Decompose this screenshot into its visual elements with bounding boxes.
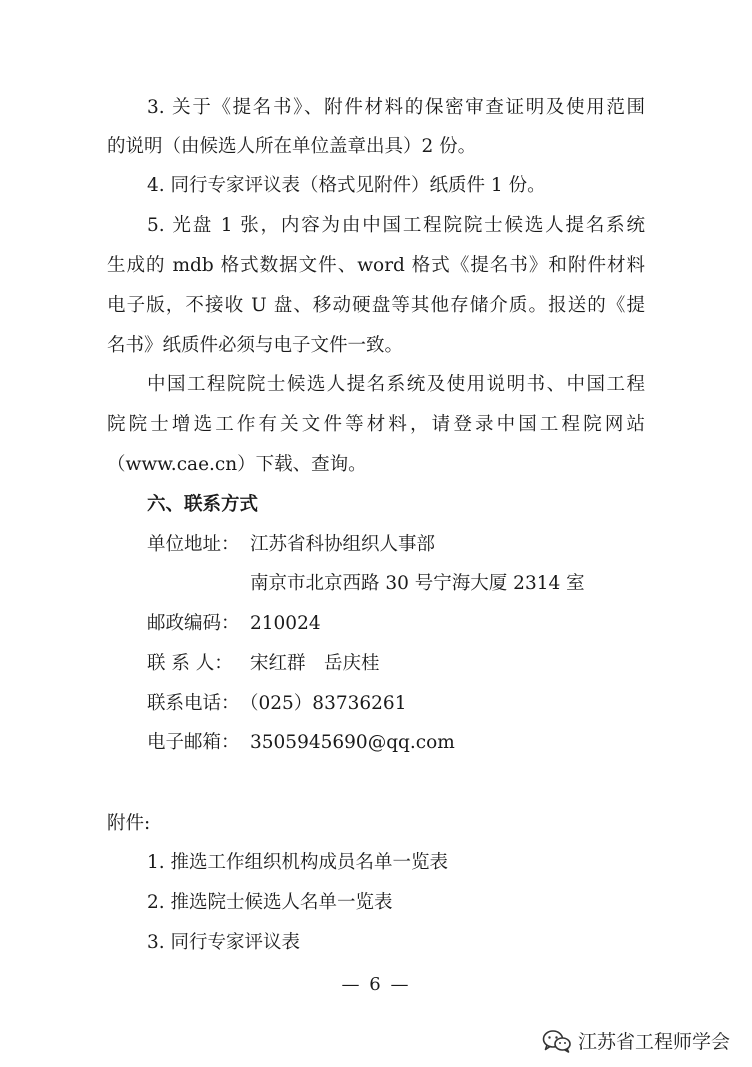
paragraph-line-2: 院院士增选工作有关文件等材料，请登录中国工程院网站 [107,414,645,435]
paragraph-line-1: 中国工程院院士候选人提名系统及使用说明书、中国工程 [147,374,645,395]
item-5-line-4: 名书》纸质件必须与电子文件一致。 [107,335,404,356]
contact-person-value: 宋红群 岳庆桂 [250,653,380,674]
contact-person-label: 联 系 人： [147,653,233,674]
watermark [542,1027,730,1054]
watermark-text: 江苏省工程师学会 [577,1031,730,1053]
item-3-line-2: 的说明（由候选人所在单位盖章出具）2 份。 [107,136,477,157]
paragraph-line-3: （www.cae.cn）下载、查询。 [107,454,367,475]
item-5-line-1: 5. 光盘 1 张，内容为由中国工程院院士候选人提名系统 [147,215,645,236]
attachment-item: 3. 同行专家评议表 [147,932,301,953]
page-number: — 6 — [341,974,411,995]
phone-value: （025）83736261 [240,693,407,714]
attachment-item: 1. 推选工作组织机构成员名单一览表 [147,852,449,873]
section-heading: 六、联系方式 [147,494,259,515]
address-line-2: 南京市北京西路 30 号宁海大厦 2314 室 [250,573,585,594]
postcode-value: 210024 [250,613,321,634]
email-value: 3505945690@qq.com [250,732,455,753]
email-label: 电子邮箱： [147,732,240,753]
address-line-1: 江苏省科协组织人事部 [250,534,436,555]
postcode-label: 邮政编码： [147,613,240,634]
attachment-item: 2. 推选院士候选人名单一览表 [147,892,393,913]
wechat-icon [542,1029,572,1053]
item-5-line-2: 生成的 mdb 格式数据文件、word 格式《提名书》和附件材料 [107,255,645,276]
address-label: 单位地址： [147,534,240,555]
item-3-line-1: 3. 关于《提名书》、附件材料的保密审查证明及使用范围 [147,97,645,118]
item-5-line-3: 电子版，不接收 U 盘、移动硬盘等其他存储介质。报送的《提 [107,295,645,316]
phone-label: 联系电话： [147,693,240,714]
item-4: 4. 同行专家评议表（格式见附件）纸质件 1 份。 [147,175,546,196]
attachments-label: 附件: [107,813,151,834]
